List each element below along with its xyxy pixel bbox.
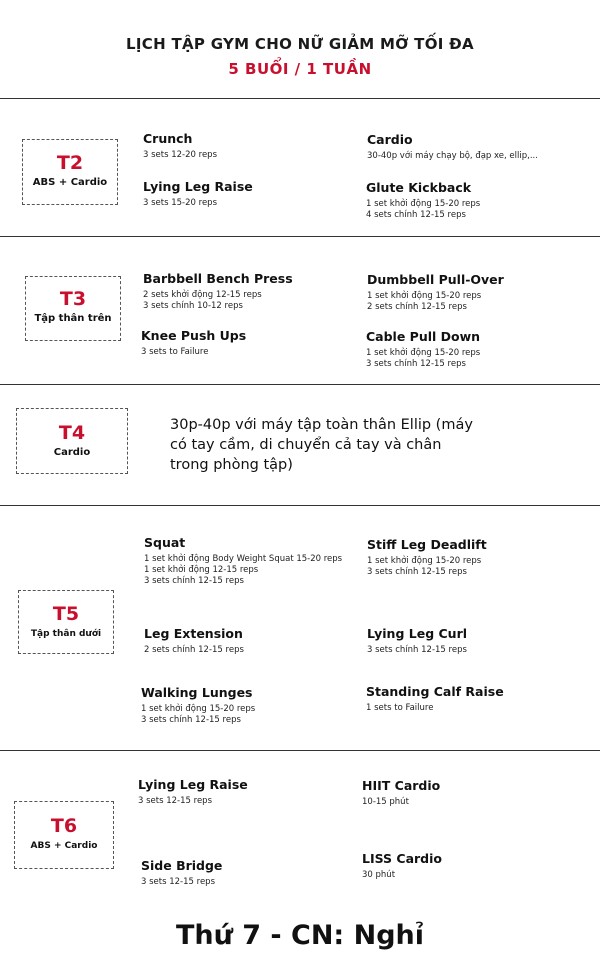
exercise-detail	[367, 151, 538, 162]
exercise	[362, 778, 440, 808]
exercise-name: HIIT Cardio	[362, 778, 441, 793]
exercise-detail	[366, 703, 504, 714]
exercise-line: 3 sets 12-15 reps	[138, 796, 212, 806]
exercise-line: 30 phút	[362, 870, 396, 880]
exercise	[141, 858, 222, 888]
exercise-line: 10-15 phút	[362, 797, 409, 807]
page-title: LỊCH TẬP GYM CHO NỮ GIẢM MỠ TỐI ĐA	[126, 35, 474, 53]
exercise	[367, 272, 504, 313]
exercise-detail	[367, 556, 487, 578]
exercise-detail	[141, 704, 255, 726]
day-name: T5	[52, 603, 80, 625]
exercise-name: LISS Cardio	[362, 851, 443, 866]
day-name: T6	[50, 815, 78, 837]
exercise	[367, 132, 538, 162]
exercise-detail	[366, 199, 480, 221]
exercise	[144, 535, 354, 587]
exercise-detail	[367, 645, 467, 656]
exercise-name: Crunch	[143, 131, 193, 146]
exercise-line: 3 sets chính 10-12 reps	[143, 301, 243, 311]
day-box	[14, 801, 114, 869]
divider	[0, 98, 600, 99]
exercise	[143, 131, 217, 161]
day-focus: ABS + Cardio	[32, 177, 108, 188]
day-focus: Tập thân trên	[34, 313, 112, 324]
rest-days-note: Thứ 7 - CN: Nghỉ	[175, 920, 425, 951]
day-name: T4	[58, 422, 86, 444]
exercise-line: 2 sets chính 12-15 reps	[367, 302, 467, 312]
exercise	[144, 626, 244, 656]
day-box	[18, 590, 114, 654]
divider	[0, 236, 600, 237]
exercise-line: 1 set khởi động 15-20 reps	[366, 199, 481, 209]
exercise-line: 2 sets khởi động 12-15 reps	[143, 290, 262, 300]
exercise-line: 1 set khởi động 15-20 reps	[367, 556, 482, 566]
divider	[0, 505, 600, 506]
exercise-name: Knee Push Ups	[141, 328, 247, 343]
exercise-detail	[144, 645, 244, 656]
day-box	[22, 139, 118, 205]
exercise-name: Dumbbell Pull-Over	[367, 272, 504, 287]
exercise-name: Walking Lunges	[141, 685, 253, 700]
exercise-line: 2 sets chính 12-15 reps	[144, 645, 244, 655]
exercise-line: 4 sets chính 12-15 reps	[366, 210, 466, 220]
exercise-name: Lying Leg Curl	[367, 626, 468, 641]
exercise	[367, 626, 467, 656]
exercise-line: 30-40p với máy chạy bộ, đạp xe, ellip,...	[367, 151, 538, 161]
exercise-name: Stiff Leg Deadlift	[367, 537, 487, 552]
day-box	[25, 276, 121, 341]
exercise-line: 3 sets 12-20 reps	[143, 150, 217, 160]
exercise-line: 3 sets 12-15 reps	[141, 877, 215, 887]
exercise-line: 1 set khởi động 15-20 reps	[366, 348, 481, 358]
exercise	[143, 179, 253, 209]
divider	[0, 384, 600, 385]
page-subtitle: 5 BUỔI / 1 TUẦN	[228, 60, 372, 78]
exercise-line: 1 sets to Failure	[366, 703, 434, 713]
exercise-detail	[144, 554, 354, 587]
description-line: 30p-40p với máy tập toàn thân Ellip (máy	[170, 417, 473, 433]
exercise-line: 3 sets chính 12-15 reps	[367, 567, 467, 577]
exercise-detail	[362, 870, 442, 881]
exercise-name: Side Bridge	[141, 858, 223, 873]
exercise-detail	[143, 150, 217, 161]
exercise-line: 3 sets chính 12-15 reps	[144, 576, 244, 586]
exercise-line: 3 sets chính 12-15 reps	[367, 645, 467, 655]
exercise-name: Cable Pull Down	[366, 329, 481, 344]
exercise-line: 3 sets to Failure	[141, 347, 209, 357]
exercise	[362, 851, 442, 881]
exercise-line: 1 set khởi động 15-20 reps	[141, 704, 256, 714]
exercise	[366, 180, 480, 221]
exercise-detail	[143, 198, 253, 209]
description-line: trong phòng tập)	[170, 457, 293, 473]
exercise-detail	[367, 291, 504, 313]
exercise	[143, 271, 293, 312]
description-line: có tay cầm, di chuyển cả tay và chân	[170, 437, 442, 453]
exercise-name: Standing Calf Raise	[366, 684, 504, 699]
day-focus: Cardio	[53, 447, 91, 458]
exercise	[141, 328, 246, 358]
day-focus: ABS + Cardio	[30, 841, 98, 851]
exercise-detail	[141, 347, 246, 358]
day-box	[16, 408, 128, 474]
exercise-name: Squat	[144, 535, 186, 550]
day-name: T3	[59, 288, 87, 310]
exercise-name: Cardio	[367, 132, 413, 147]
exercise-line: 1 set khởi động 15-20 reps	[367, 291, 482, 301]
exercise-name: Lying Leg Raise	[143, 179, 253, 194]
day-name: T2	[56, 152, 84, 174]
exercise-name: Lying Leg Raise	[138, 777, 248, 792]
divider	[0, 750, 600, 751]
exercise	[367, 537, 487, 578]
exercise-line: 3 sets chính 12-15 reps	[141, 715, 241, 725]
exercise-detail	[141, 877, 222, 888]
exercise-line: 1 set khởi động Body Weight Squat 15-20 reps	[144, 554, 343, 564]
exercise-detail	[366, 348, 480, 370]
exercise	[366, 684, 504, 714]
day-focus: Tập thân dưới	[30, 629, 102, 639]
exercise	[141, 685, 255, 726]
exercise-line: 3 sets 15-20 reps	[143, 198, 217, 208]
exercise-name: Leg Extension	[144, 626, 243, 641]
exercise	[138, 777, 248, 807]
exercise-name: Glute Kickback	[366, 180, 472, 195]
exercise-line: 3 sets chính 12-15 reps	[366, 359, 466, 369]
exercise	[366, 329, 480, 370]
exercise-line: 1 set khởi động 12-15 reps	[144, 565, 259, 575]
cardio-description	[170, 415, 473, 475]
exercise-detail	[138, 796, 248, 807]
exercise-detail	[362, 797, 440, 808]
exercise-name: Barbbell Bench Press	[143, 271, 293, 286]
exercise-detail	[143, 290, 293, 312]
